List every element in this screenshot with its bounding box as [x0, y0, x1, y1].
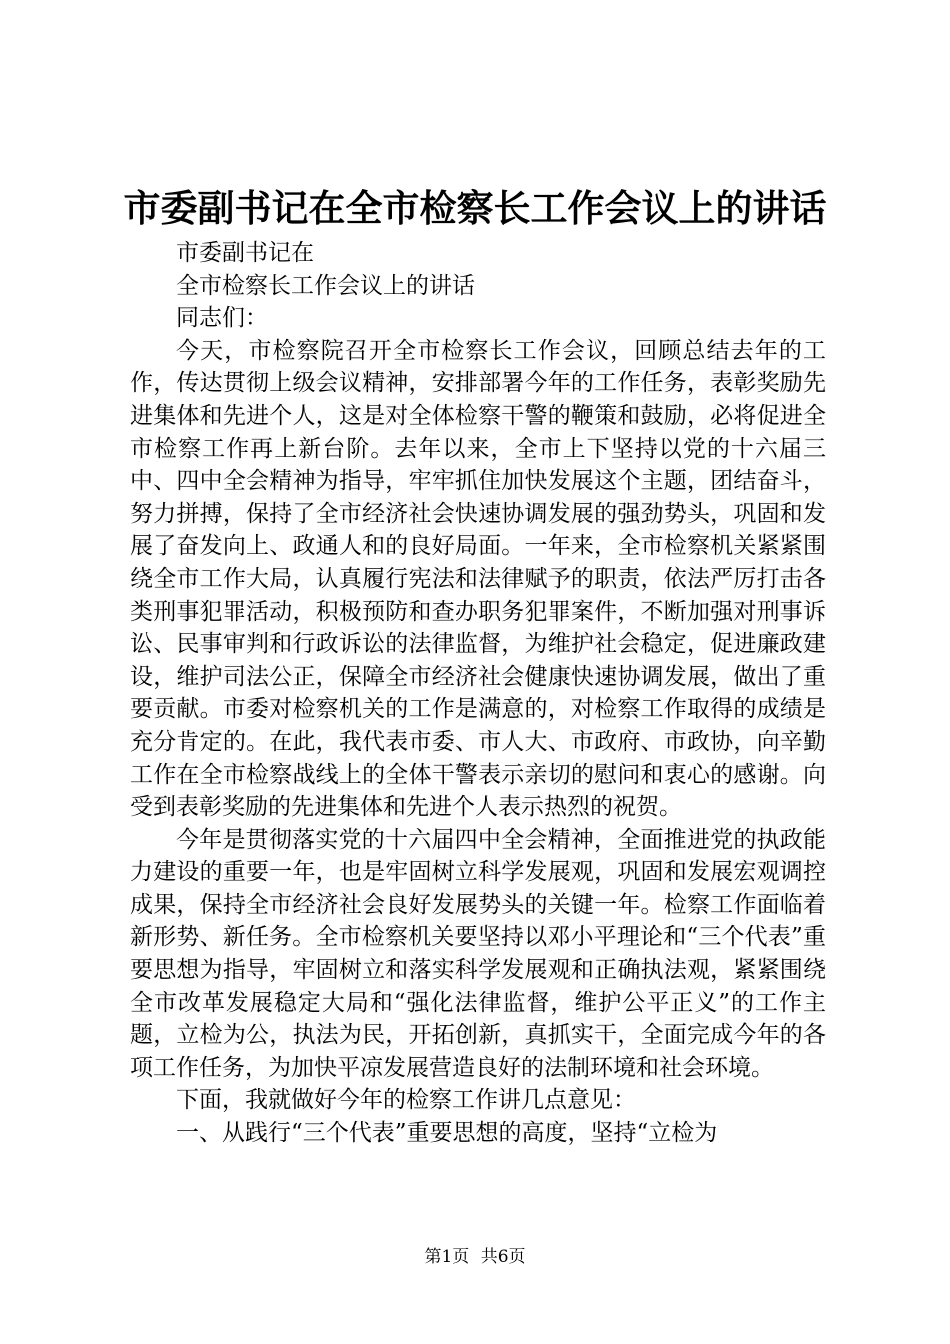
page-footer: [0, 1245, 950, 1269]
subtitle-line-2: 全市检察长工作会议上的讲话: [176, 272, 475, 299]
page-total: 共6页: [480, 1247, 526, 1267]
section-heading: 一、从践行“三个代表”重要思想的高度，坚持“立检为: [176, 1120, 718, 1147]
body-paragraph: 下面，我就做好今年的检察工作讲几点意见：: [176, 1087, 636, 1114]
document-title: 市委副书记在全市检察长工作会议上的讲话: [123, 186, 827, 230]
salutation: 同志们：: [176, 305, 268, 332]
body-paragraph: 今年是贯彻落实党的十六届四中全会精神，全面推进党的执政能力建设的重要一年，也是牢固树立科学发展观，巩固和发展宏观调控成果，保持全市经济社会良好发展势头的关键一年。检察工作面临着新形势、新任务。全市检察机关要坚持以邓小平理论和“三个代表”重要思想为指导，牢固树立和落实科学发展观和正确执法观，紧紧围绕全市改革发展稳定大局和“强化法律监督，维护公平正义”的工作主题，立检为公，执法为民，开拓创新，真抓实干，全面完成今年的各项工作任务，为加快平凉发展营造良好的法制环境和社会环境。: [130, 826, 826, 1081]
document-body: [130, 237, 826, 1150]
subtitle-line-1: 市委副书记在: [176, 240, 314, 266]
body-paragraph: 今天，市检察院召开全市检察长工作会议，回顾总结去年的工作，传达贯彻上级会议精神，安排部署今年的工作任务，表彰奖励先进集体和先进个人，这是对全体检察干警的鞭策和鼓励，必将促进全市检察工作再上新台阶。去年以来，全市上下坚持以党的十六届三中、四中全会精神为指导，牢牢抓住加快发展这个主题，团结奋斗，努力拼搏，保持了全市经济社会快速协调发展的强劲势头，巩固和发展了奋发向上、政通人和的良好局面。一年来，全市检察机关紧紧围绕全市工作大局，认真履行宪法和法律赋予的职责，依法严厉打击各类刑事犯罪活动，积极预防和查办职务犯罪案件，不断加强对刑事诉讼、民事审判和行政诉讼的法律监督，为维护社会稳定，促进廉政建设，维护司法公正，保障全市经济社会健康快速协调发展，做出了重要贡献。市委对检察机关的工作是满意的，对检察工作取得的成绩是充分肯定的。在此，我代表市委、市人大、市政府、市政协，向辛勤工作在全市检察战线上的全体干警表示亲切的慰问和衷心的感谢。向受到表彰奖励的先进集体和先进个人表示热烈的祝贺。: [130, 337, 826, 821]
page-number: 第1页: [424, 1247, 470, 1267]
